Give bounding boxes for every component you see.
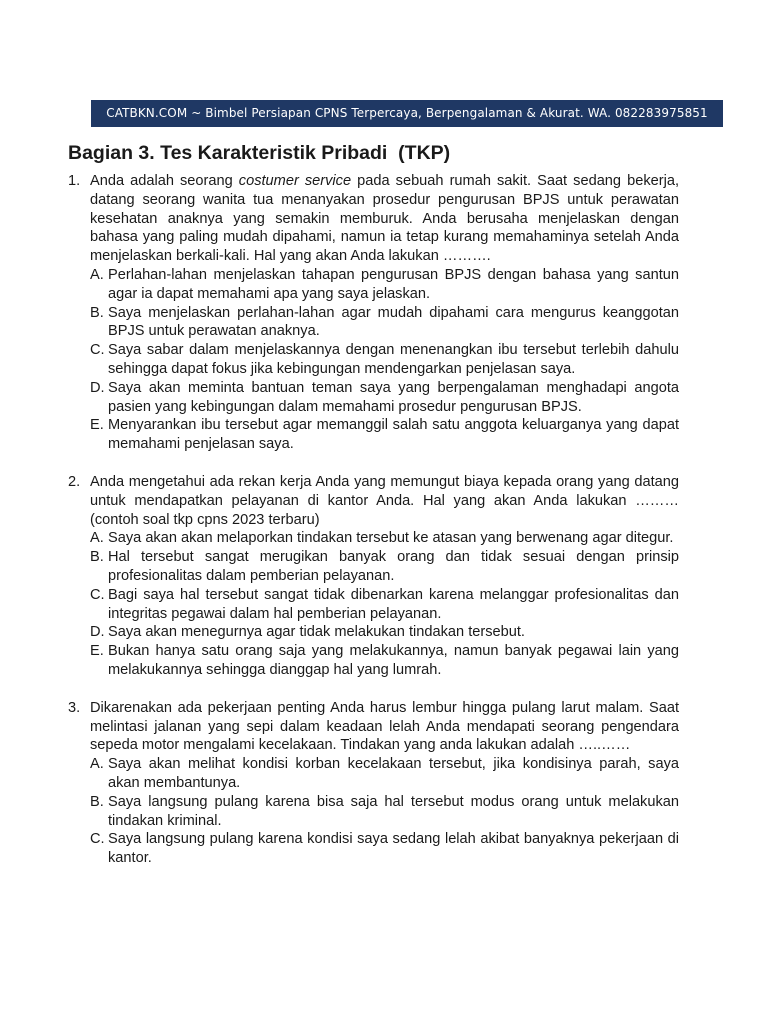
- question-number: 1.: [68, 173, 81, 189]
- option-list: [90, 755, 679, 868]
- option-c: C. Saya sabar dalam menjelaskannya dengan menenangkan ibu tersebut terlebih dahulu sehingga dapat fokus jika kebingungan mendengarkan penjelasan saya.: [90, 342, 679, 377]
- question-1: [68, 172, 679, 454]
- option-b: B. Saya langsung pulang karena bisa saja hal tersebut modus orang untuk melakukan tindakan kriminal.: [90, 793, 679, 829]
- section-title: Bagian 3. Tes Karakteristik Pribadi (TKP): [68, 142, 451, 164]
- question-text: Anda adalah seorang costumer service pada sebuah rumah sakit. Saat sedang bekerja, datang seorang wanita tua menanyakan prosedur pengurusan BPJS untuk perawatan kesehatan anaknya yang semakin memburuk. Anda berusaha menjelaskan dengan bahasa yang paling mudah dipahami, namun ia tetap kurang memahaminya setelah Anda menjelaskan berkali-kali. Hal yang akan Anda lakukan ……….: [90, 173, 680, 265]
- option-a: A. Saya akan melihat kondisi korban kecelakaan tersebut, jika kondisinya parah, saya akan membantunya.: [90, 756, 679, 791]
- option-e: E. Menyarankan ibu tersebut agar memanggil salah satu anggota keluarganya yang dapat memahami penjelasan saya.: [90, 417, 679, 453]
- option-b: B. Saya menjelaskan perlahan-lahan agar mudah dipahami cara mengurus keanggotan BPJS untuk perawatan anaknya.: [90, 304, 679, 340]
- option-a: A. Perlahan-lahan menjelaskan tahapan pengurusan BPJS dengan bahasa yang santun agar ia dapat memahami apa yang saya jelaskan.: [90, 266, 679, 302]
- question-2: [68, 473, 679, 680]
- option-e: E. Bukan hanya satu orang saja yang melakukannya, namun banyak pegawai lain yang melakukannya sehingga dianggap hal yang lumrah.: [90, 643, 679, 678]
- option-d: D. Saya akan menegurnya agar tidak melakukan tindakan tersebut.: [90, 624, 525, 641]
- option-c: C. Saya langsung pulang karena kondisi saya sedang lelah akibat banyaknya pekerjaan di kantor.: [90, 831, 679, 867]
- question-text: Dikarenakan ada pekerjaan penting Anda harus lembur hingga pulang larut malam. Saat melintasi jalanan yang sepi dalam keadaan lelah Anda mendapati seorang pengendara sepeda motor mengalami kecelakaan. Tindakan yang anda lakukan adalah …..……: [90, 699, 679, 754]
- option-b: B. Hal tersebut sangat merugikan banyak orang dan tidak sesuai dengan prinsip profesionalitas dalam pemberian pelayanan.: [90, 549, 679, 584]
- header-banner: CATBKN.COM ~ Bimbel Persiapan CPNS Terpercaya, Berpengalaman & Akurat. WA. 082283975851: [91, 100, 723, 127]
- question-number: 3.: [68, 699, 81, 716]
- question-3: [68, 699, 679, 868]
- option-a: A. Saya akan akan melaporkan tindakan tersebut ke atasan yang berwenang agar ditegur.: [90, 530, 674, 547]
- option-d: D. Saya akan meminta bantuan teman saya yang berpengalaman menghadapi angota pasien yang kebingungan dalam memahami prosedur pengurusan BPJS.: [90, 379, 679, 415]
- option-list: [90, 266, 679, 454]
- question-list: [68, 172, 679, 887]
- option-c: C. Bagi saya hal tersebut sangat tidak dibenarkan karena melanggar profesionalitas dan integritas pegawai dalam hal pemberian pelayanan.: [90, 586, 679, 622]
- emphasized-term: costumer service: [238, 173, 352, 189]
- question-number: 2.: [68, 473, 81, 490]
- option-list: [90, 529, 679, 679]
- question-text: Anda mengetahui ada rekan kerja Anda yang memungut biaya kepada orang yang datang untuk mendapatkan pelayanan di kantor Anda. Hal yang akan Anda lakukan ……… (contoh soal tkp cpns 2023 terbaru): [90, 473, 679, 528]
